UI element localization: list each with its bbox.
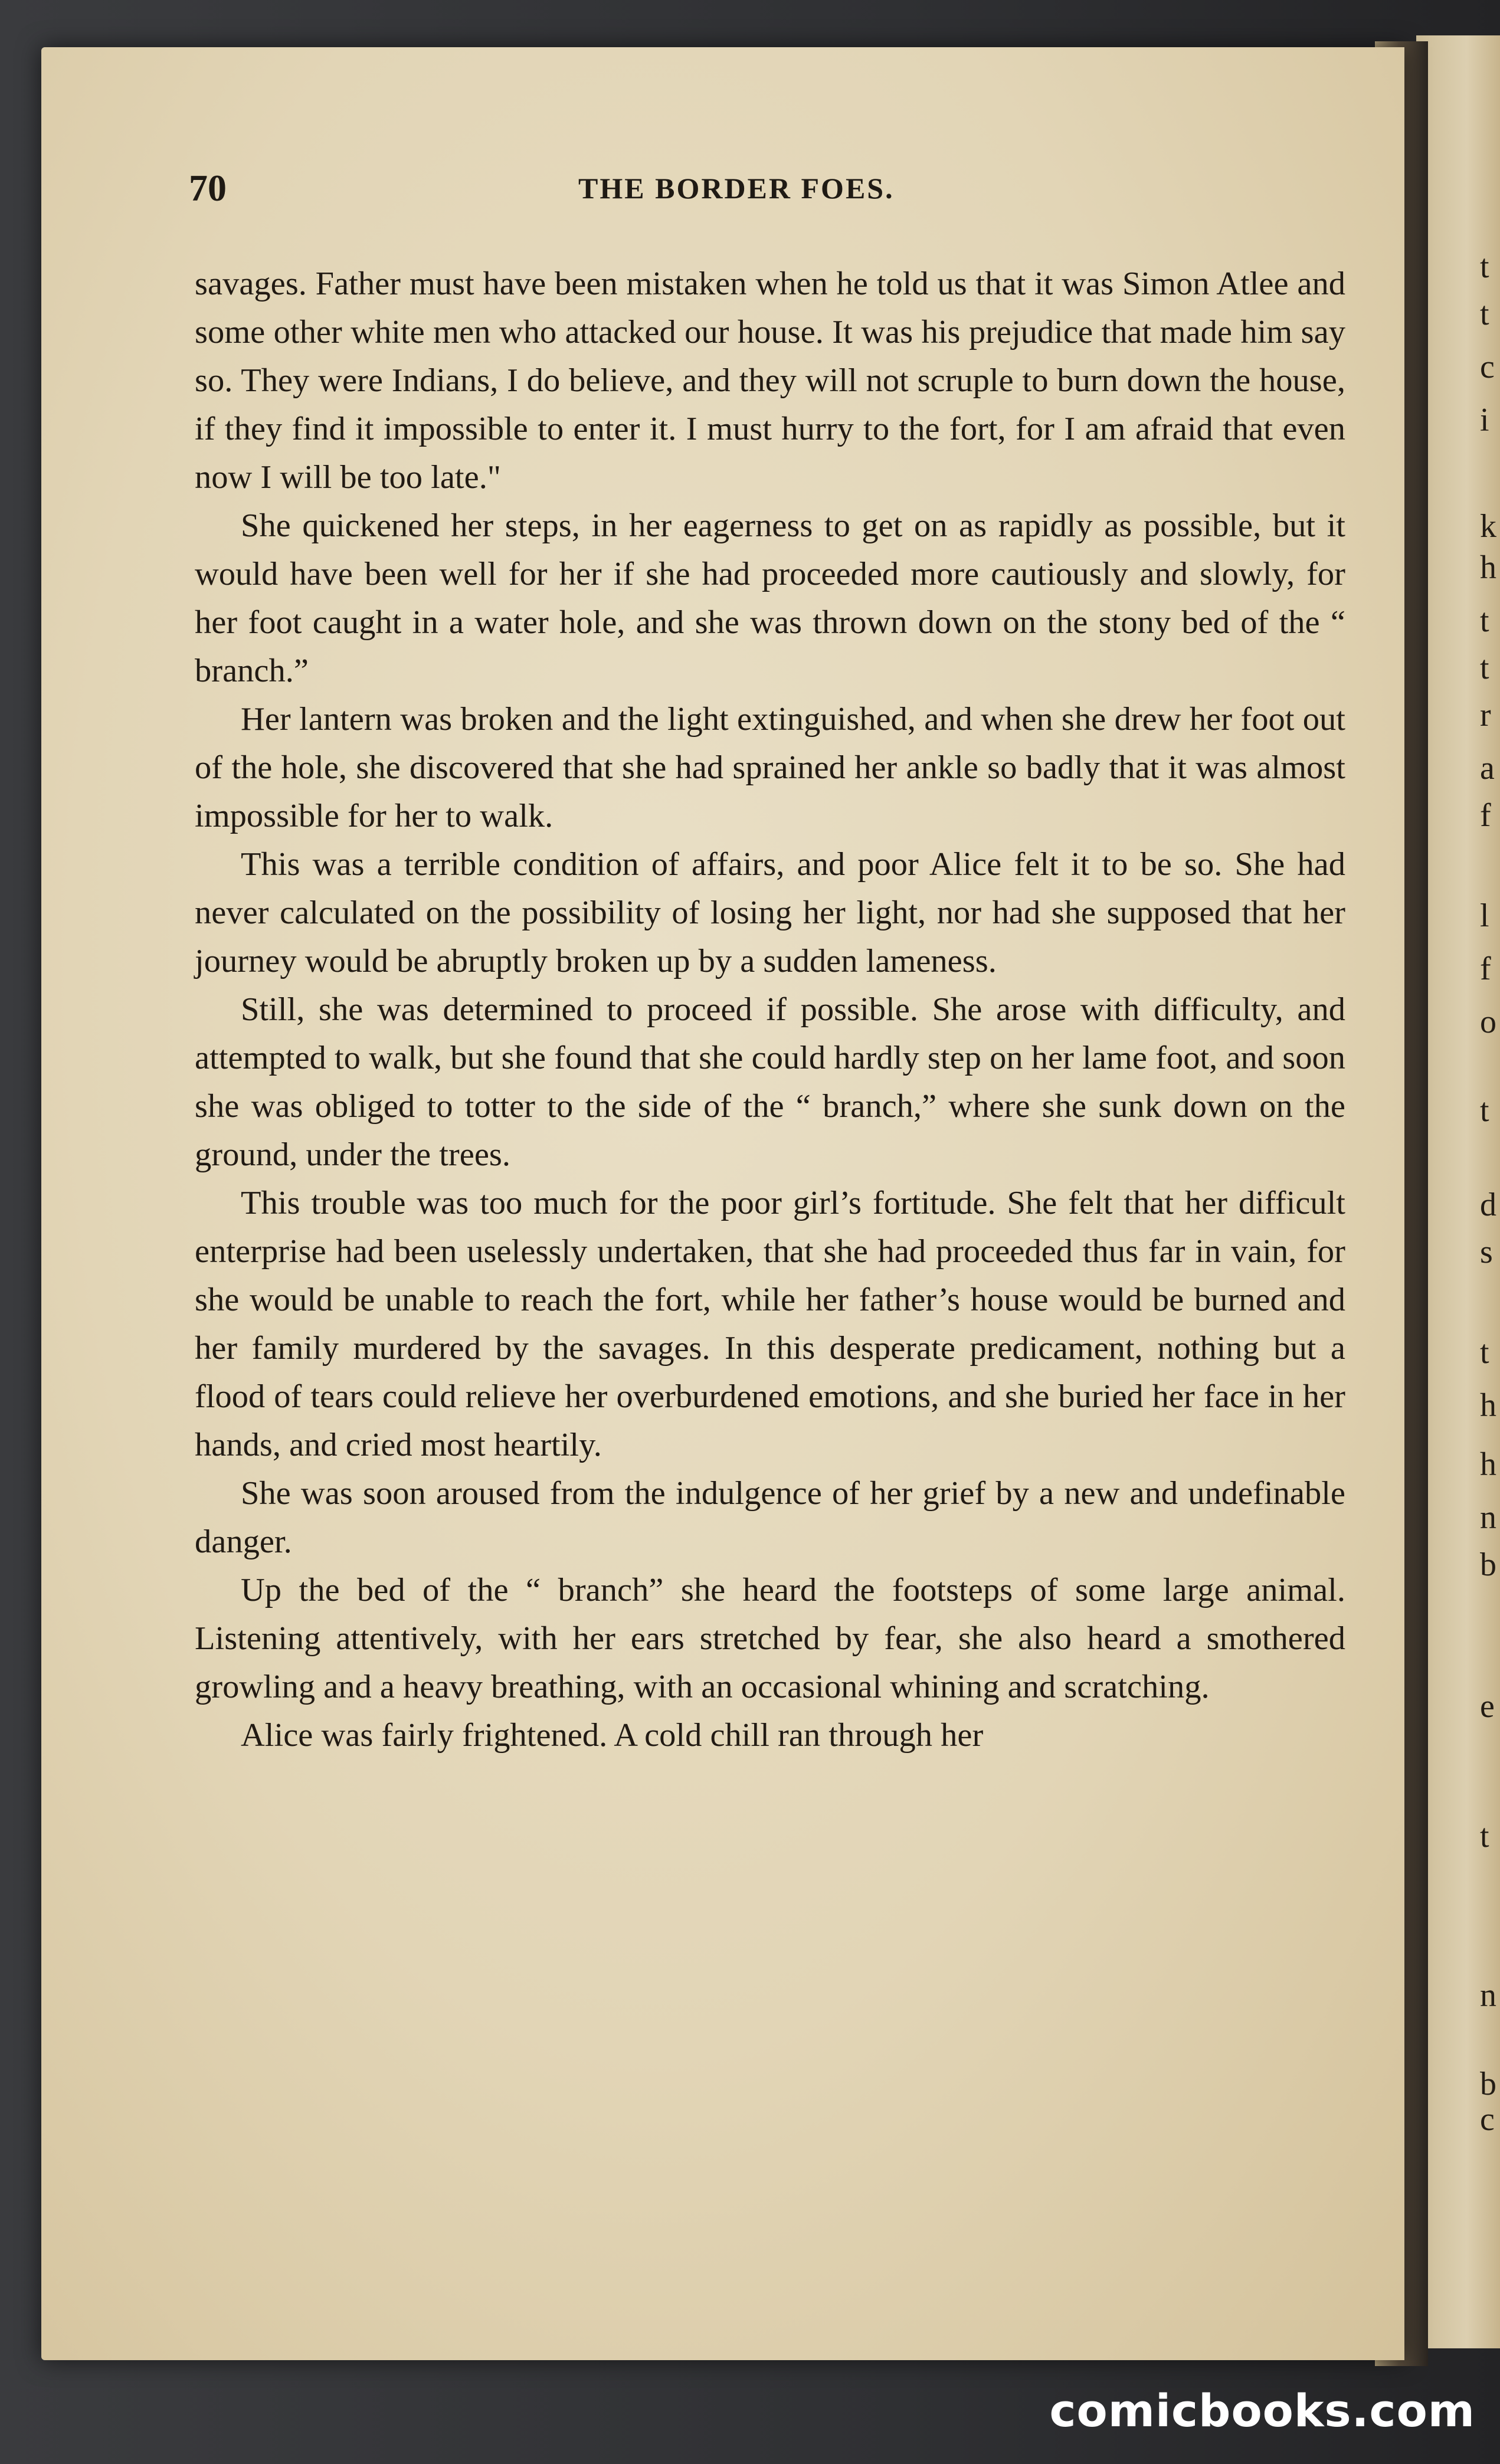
facing-page-fragment: f — [1480, 951, 1491, 987]
facing-page-fragment: b — [1480, 1546, 1496, 1583]
paragraph: She was soon aroused from the indulgence of her grief by a new and undefinable danger. — [195, 1475, 1345, 1560]
watermark: comicbooks.com — [1049, 2384, 1475, 2437]
paragraph: She quickened her steps, in her eagerness to get on as rapidly as possible, but it would have been well for her if she had proceeded more cautiously and slowly, for her foot caught in a water hole, and she was thrown down on the stony bed of the “ branch.” — [195, 507, 1345, 689]
facing-page-fragment: s — [1480, 1234, 1493, 1270]
facing-page-fragment: h — [1480, 549, 1496, 586]
facing-page-fragment: l — [1480, 897, 1489, 934]
facing-page-fragment: o — [1480, 1004, 1496, 1040]
paragraph: Alice was fairly frightened. A cold chill ran through her — [241, 1717, 984, 1754]
facing-page-fragment: n — [1480, 1977, 1496, 2014]
book-title: THE BORDER FOES. — [578, 172, 895, 205]
running-head — [189, 166, 1369, 214]
facing-page-fragment: b — [1480, 2066, 1496, 2102]
facing-page-fragment: k — [1480, 508, 1496, 545]
paragraph: This was a terrible condition of affairs, and poor Alice felt it to be so. She had never calculated on the possibility of losing her light, nor had she supposed that her journey would be abruptly broken up by a sudden lameness. — [195, 846, 1345, 979]
facing-page-fragment: n — [1480, 1499, 1496, 1536]
facing-page-fragment: t — [1480, 1334, 1489, 1371]
paragraph: Her lantern was broken and the light extinguished, and when she drew her foot out of the hole, she discovered that she had sprained her ankle so badly that it was almost impossible for her to walk. — [195, 701, 1345, 834]
facing-page-fragment: t — [1480, 248, 1489, 285]
facing-page-fragment: t — [1480, 296, 1489, 332]
paragraph: savages. Father must have been mistaken when he told us that it was Simon Atlee and some other white men who attacked our house. It was his prejudice that made him say so. They were Indians, I do believe, and they will not scruple to burn down the house, if they find it impossible to enter it. I must hurry to the fort, for I am afraid that even now I will be too late." — [195, 266, 1345, 496]
facing-page-fragment: c — [1480, 2101, 1495, 2138]
body-text — [195, 260, 1345, 1759]
facing-page-fragment: t — [1480, 650, 1489, 686]
paragraph: Still, she was determined to proceed if possible. She arose with difficulty, and attempted to walk, but she found that she could hardly step on her lame foot, and soon she was obliged to totter to the side of the “ branch,” where she sunk down on the ground, under the trees. — [195, 991, 1345, 1173]
page-number: 70 — [189, 167, 227, 209]
facing-page-fragment: h — [1480, 1387, 1496, 1424]
facing-page-edge — [1416, 35, 1500, 2348]
paragraph: This trouble was too much for the poor girl’s fortitude. She felt that her difficult enterprise had been uselessly undertaken, that she had proceeded thus far in vain, for she would be unable to reach the fort, while her father’s house would be burned and her family murdered by the savages. In this desperate predicament, nothing but a flood of tears could relieve her overburdened emotions, and she buried her face in her hands, and cried most heartily. — [195, 1185, 1345, 1463]
facing-page-fragment: f — [1480, 797, 1491, 834]
facing-page-fragment: c — [1480, 349, 1495, 385]
paragraph: Up the bed of the “ branch” she heard the footsteps of some large animal. Listening attentively, with her ears stretched by fear, she also heard a smothered growling and a heavy breathing, with an occasional whining and scratching. — [195, 1572, 1345, 1705]
facing-page-fragment: t — [1480, 1818, 1489, 1854]
facing-page-fragment: h — [1480, 1446, 1496, 1483]
facing-page-fragment: i — [1480, 402, 1489, 438]
facing-page-fragment: t — [1480, 602, 1489, 639]
facing-page-fragment: r — [1480, 697, 1491, 733]
facing-page-fragment: e — [1480, 1688, 1495, 1725]
facing-page-fragment: a — [1480, 750, 1495, 787]
facing-page-fragment: d — [1480, 1187, 1496, 1223]
facing-page-fragment: t — [1480, 1092, 1489, 1129]
